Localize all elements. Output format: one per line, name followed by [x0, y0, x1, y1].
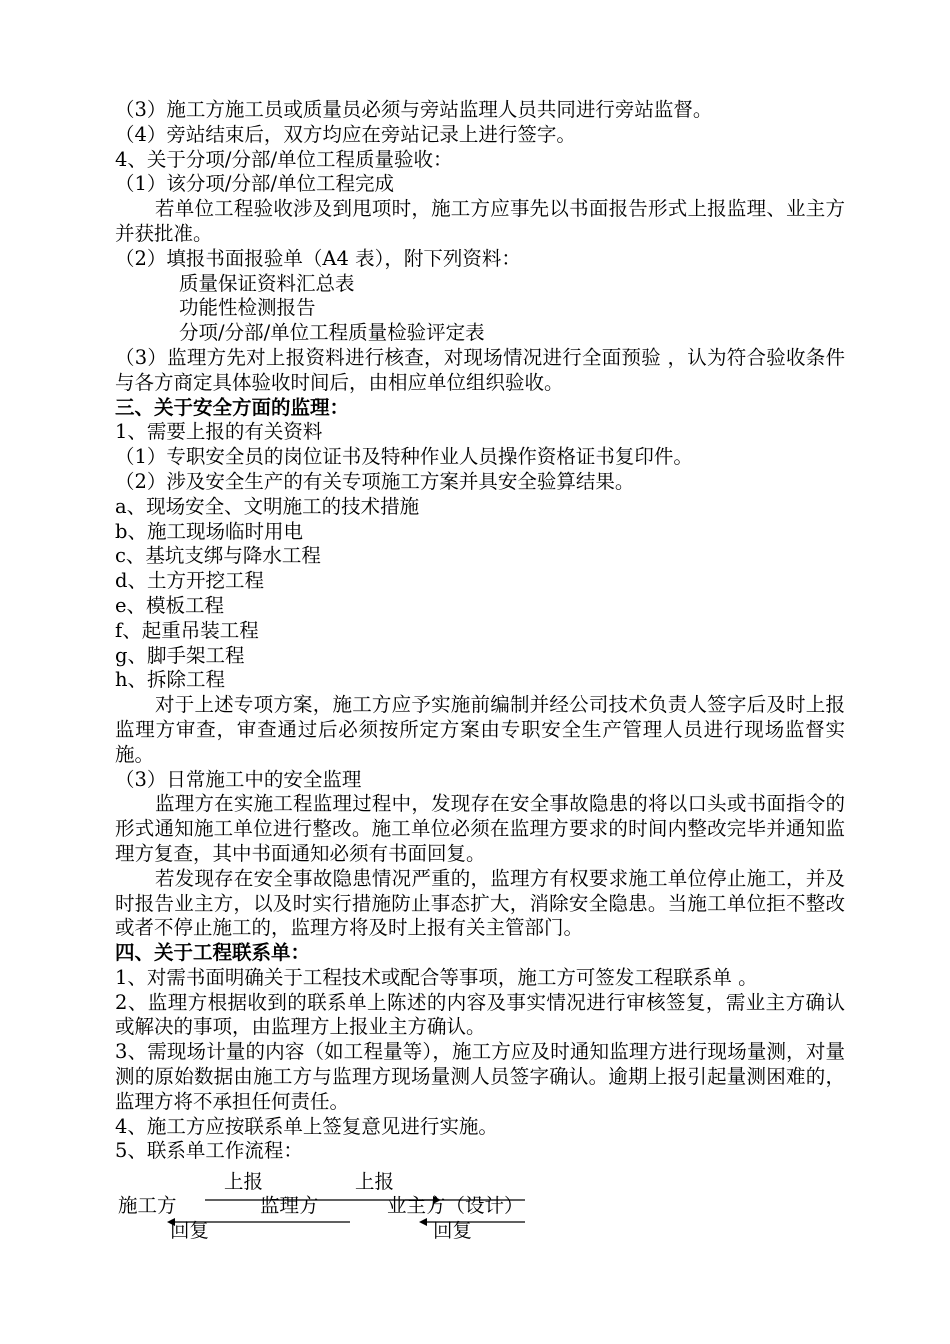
document-body — [115, 98, 845, 1164]
party-contractor: 施工方 — [118, 1194, 177, 1217]
workflow-diagram — [115, 1170, 615, 1250]
text-line: （2）涉及安全生产的有关专项施工方案并具安全验算结果。 — [115, 469, 635, 493]
report-label: 上报 — [355, 1170, 395, 1193]
paragraph: 若发现存在安全事故隐患情况严重的，监理方有权要求施工单位停止施工，并及时报告业主方，以及时实行措施防止事态扩大，消除安全隐患。当施工单位拒不整改或者不停止施工的，监理方将及时上报有关主管部门。 — [115, 866, 845, 940]
section-heading: 四、关于工程联系单： — [115, 941, 311, 965]
text-line: （1）该分项/分部/单位工程完成 — [115, 172, 395, 196]
text-line: 4、施工方应按联系单上签复意见进行实施。 — [115, 1114, 498, 1138]
list-item: 功能性检测报告 — [179, 296, 316, 320]
party-supervisor: 监理方 — [260, 1194, 319, 1217]
section-heading: 4、关于分项/分部/单位工程质量验收： — [115, 147, 453, 171]
party-owner: 业主方（设计） — [387, 1194, 524, 1217]
text-line: （3）日常施工中的安全监理 — [115, 767, 362, 791]
text-line: 1、需要上报的有关资料 — [115, 420, 323, 444]
section-heading: 三、关于安全方面的监理： — [115, 395, 350, 419]
paragraph: 1、对需书面明确关于工程技术或配合等事项，施工方可签发工程联系单 。 — [115, 965, 758, 989]
text-line: （2）填报书面报验单（A4 表），附下列资料： — [115, 246, 521, 270]
list-item: f、起重吊装工程 — [115, 618, 259, 642]
list-item: g、脚手架工程 — [115, 643, 245, 667]
list-item: a、现场安全、文明施工的技术措施 — [115, 494, 420, 518]
reply-label: 回复 — [433, 1219, 473, 1242]
list-item: d、土方开挖工程 — [115, 569, 264, 593]
text-line: （4）旁站结束后，双方均应在旁站记录上进行签字。 — [115, 122, 576, 146]
list-item: e、模板工程 — [115, 593, 225, 617]
report-label: 上报 — [224, 1170, 264, 1193]
paragraph: （3）监理方先对上报资料进行核查，对现场情况进行全面预验 ，认为符合验收条件与各方商定具体验收时间后，由相应单位组织验收。 — [115, 345, 845, 394]
list-item: b、施工现场临时用电 — [115, 519, 303, 543]
text-line: （3）施工方施工员或质量员必须与旁站监理人员共同进行旁站监督。 — [115, 98, 713, 121]
paragraph: 对于上述专项方案，施工方应予实施前编制并经公司技术负责人签字后及时上报监理方审查，审查通过后必须按所定方案由专职安全生产管理人员进行现场监督实施。 — [115, 693, 845, 766]
list-item: 质量保证资料汇总表 — [179, 271, 355, 295]
paragraph: 2、监理方根据收到的联系单上陈述的内容及事实情况进行审核签复，需业主方确认或解决的事项，由监理方上报业主方确认。 — [115, 990, 845, 1039]
list-item: c、基坑支绑与降水工程 — [115, 544, 321, 568]
paragraph: 监理方在实施工程监理过程中，发现存在安全事故隐患的将以口头或书面指令的形式通知施工单位进行整改。施工单位必须在监理方要求的时间内整改完毕并通知监理方复查，其中书面通知必须有书面回复。 — [115, 792, 845, 865]
list-item: h、拆除工程 — [115, 668, 226, 692]
paragraph: 3、需现场计量的内容（如工程量等），施工方应及时通知监理方进行现场量测，对量测的原始数据由施工方与监理方现场量测人员签字确认。逾期上报引起量测困难的，监理方将不承担任何责任。 — [115, 1040, 845, 1113]
paragraph: 若单位工程验收涉及到甩项时，施工方应事先以书面报告形式上报监理、业主方并获批准。 — [115, 197, 845, 245]
text-line: 5、联系单工作流程： — [115, 1139, 303, 1163]
text-line: （1）专职安全员的岗位证书及特种作业人员操作资格证书复印件。 — [115, 445, 693, 469]
reply-label: 回复 — [170, 1219, 210, 1242]
list-item: 分项/分部/单位工程质量检验评定表 — [179, 321, 485, 345]
